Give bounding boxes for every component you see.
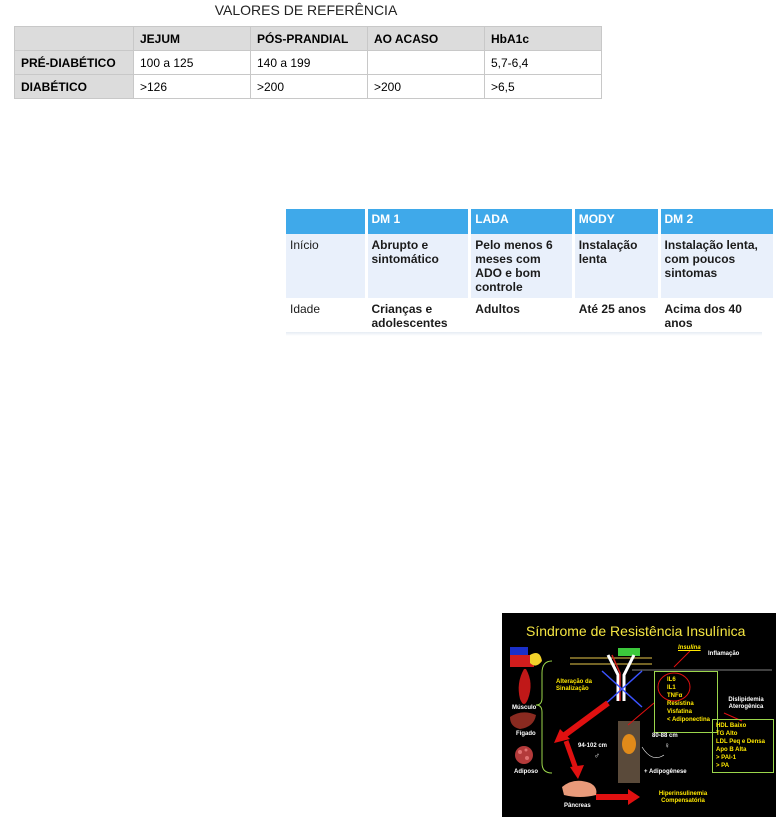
- female-waist-label: 80-88 cm: [652, 733, 678, 739]
- pancreas-label: Pâncreas: [564, 803, 591, 809]
- table-cell: 140 a 199: [251, 51, 368, 75]
- yellow-receptor: [530, 653, 542, 666]
- table-cell: Crianças e adolescentes: [366, 298, 470, 334]
- adipose-icon: [515, 746, 533, 764]
- liver-icon: [510, 712, 536, 729]
- pancreas-icon: [562, 781, 596, 797]
- signaling-label: Alteração da Sinalização: [556, 679, 593, 692]
- abdominal-fat: [622, 734, 636, 754]
- male-waist-label: 94-102 cm: [578, 743, 608, 749]
- lipid-item: > PA: [716, 763, 730, 769]
- lipid-item: > PAI-1: [716, 755, 737, 761]
- table-cell: 100 a 125: [134, 51, 251, 75]
- receptor-right: [624, 655, 634, 701]
- lipid-item: HDL Baixo: [716, 723, 747, 729]
- red-line: [674, 651, 690, 667]
- table-header-cell: MODY: [573, 209, 659, 234]
- inflammation-label: Inflamação: [708, 651, 740, 657]
- table-header-row: [15, 27, 602, 51]
- table-header-cell: HbA1c: [485, 27, 602, 51]
- marker-item: Visfatina: [667, 709, 692, 715]
- lipid-box: [712, 719, 774, 773]
- table-cell: >126: [134, 75, 251, 99]
- adipogenesis-label: + Adipogênese: [644, 769, 687, 775]
- table-row: [15, 75, 602, 99]
- insulin-label: Insulina: [678, 645, 701, 651]
- lipid-item: Apo B Alta: [716, 747, 747, 753]
- table-header-cell: PÓS-PRANDIAL: [251, 27, 368, 51]
- adipose-label: Adiposo: [514, 769, 538, 775]
- table-row: [286, 298, 775, 334]
- slide-illustration: [502, 613, 776, 817]
- table-row: [286, 234, 775, 298]
- marker-item: Resistina: [667, 701, 694, 707]
- muscle-label: Músculo: [512, 705, 537, 711]
- male-symbol: ♂: [594, 751, 600, 760]
- table-cell: [368, 51, 485, 75]
- table-header-row: [286, 209, 775, 234]
- table-cell: >6,5: [485, 75, 602, 99]
- table-cell: >200: [368, 75, 485, 99]
- marker-item: IL1: [667, 685, 676, 691]
- table-header-cell: [15, 27, 134, 51]
- diabetes-types-table: [286, 209, 776, 334]
- lipid-item: LDL Peq e Densa: [716, 739, 765, 745]
- insulin-resistance-slide: [502, 613, 776, 817]
- table-header-cell: DM 2: [659, 209, 774, 234]
- table-header-cell: AO ACASO: [368, 27, 485, 51]
- table-cell: Instalação lenta, com poucos sintomas: [659, 234, 774, 298]
- slide-title: Síndrome de Resistência Insulínica: [526, 623, 746, 639]
- hyperinsulinemia-label: Hiperinsulinemia Compensatória: [658, 791, 708, 804]
- table-cell: Acima dos 40 anos: [659, 298, 774, 334]
- row-label: PRÉ-DIABÉTICO: [15, 51, 134, 75]
- row-label: DIABÉTICO: [15, 75, 134, 99]
- muscle-icon: [519, 669, 531, 704]
- table-header-cell: DM 1: [366, 209, 470, 234]
- reference-table-title: VALORES DE REFERÊNCIA: [214, 2, 398, 18]
- reference-values-table: [14, 26, 602, 99]
- table-cell: Abrupto e sintomático: [366, 234, 470, 298]
- table-cell: Pelo menos 6 meses com ADO e bom controle: [470, 234, 573, 298]
- table-cell: Instalação lenta: [573, 234, 659, 298]
- row-label: Idade: [286, 298, 366, 334]
- table-cell: 5,7-6,4: [485, 51, 602, 75]
- female-symbol: ♀: [664, 741, 670, 750]
- table-row: [15, 51, 602, 75]
- marker-item: IL6: [667, 677, 676, 683]
- tissue-brace: [536, 661, 552, 773]
- table-header-cell: JEJUM: [134, 27, 251, 51]
- red-arrow: [566, 741, 576, 769]
- table-header-cell: LADA: [470, 209, 573, 234]
- table-cell: Até 25 anos: [573, 298, 659, 334]
- table-cell: Adultos: [470, 298, 573, 334]
- dyslipidemia-label: Dislipidemia Aterogênica: [728, 697, 764, 710]
- row-label: Início: [286, 234, 366, 298]
- marker-item: TNFα: [667, 693, 683, 699]
- marker-item: < Adiponectina: [667, 717, 710, 723]
- red-arrow: [562, 703, 608, 737]
- markers-box: [654, 671, 718, 733]
- table-cell: >200: [251, 75, 368, 99]
- insulin-bar: [618, 648, 640, 656]
- liver-label: Fígado: [516, 731, 536, 737]
- lipid-item: TG Alto: [716, 731, 738, 737]
- table-bottom-fade: [286, 332, 762, 336]
- table-header-cell: [286, 209, 366, 234]
